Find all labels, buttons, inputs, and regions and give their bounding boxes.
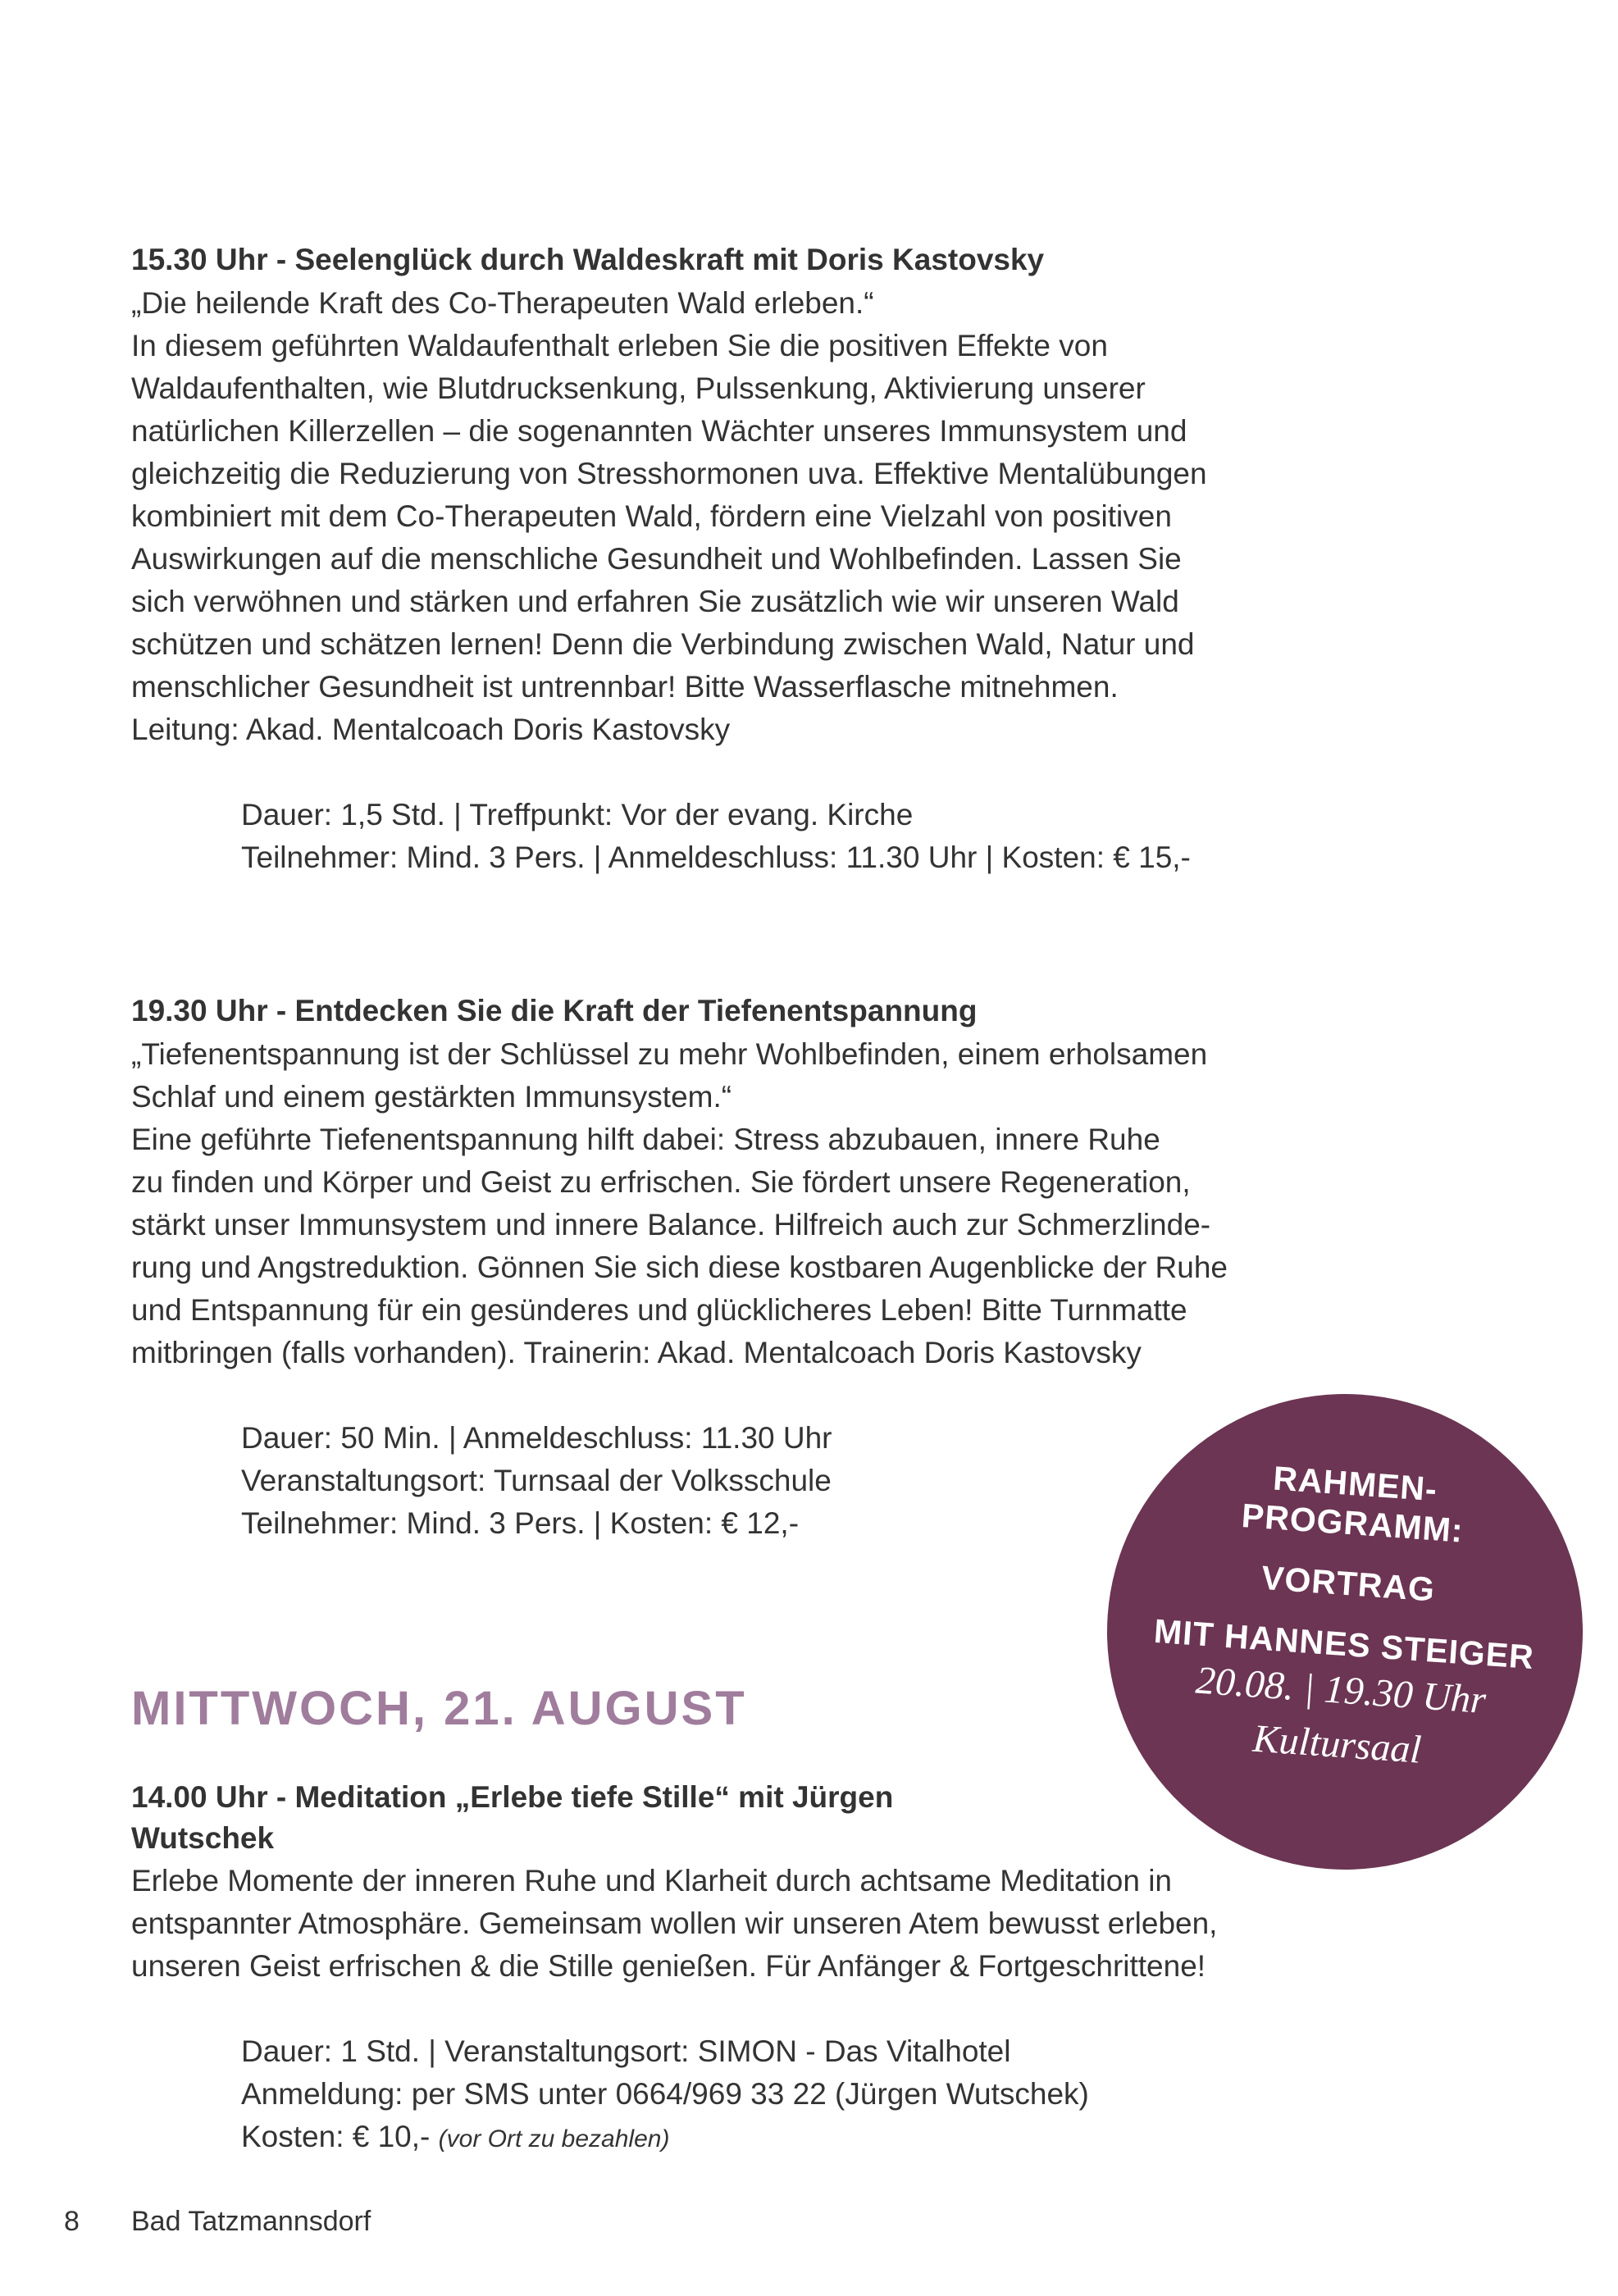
cost-label: Kosten: € 10,- [241,2120,431,2153]
event-meditation [131,1778,1411,2161]
page-number: 8 [64,2206,80,2237]
event-text-line: natürlichen Killerzellen – die sogenannten Wächter unseres Immunsystem und [131,414,1187,448]
event-text-line: Auswirkungen auf die menschliche Gesundheit und Wohlbefinden. Lassen Sie [131,542,1182,576]
event-title-line: 14.00 Uhr - Meditation „Erlebe tiefe Stille“ mit Jürgen [131,1780,894,1814]
event-title-line: Wutschek [131,1821,275,1855]
detail-line: Veranstaltungsort: Turnsaal der Volksschule [241,1464,832,1497]
footer-place: Bad Tatzmannsdorf [131,2206,371,2237]
event-title: 15.30 Uhr - Seelenglück durch Waldeskraft mit Doris Kastovsky [131,243,1045,276]
event-text-line: zu finden und Körper und Geist zu erfrischen. Sie fördert unsere Regeneration, [131,1165,1191,1199]
event-details [131,2030,1411,2161]
event-text-line: entspannter Atmosphäre. Gemeinsam wollen wir unseren Atem bewusst erleben, [131,1906,1218,1940]
event-title: 19.30 Uhr - Entdecken Sie die Kraft der Tiefenentspannung [131,994,978,1027]
event-text-line: Leitung: Akad. Mentalcoach Doris Kastovsky [131,713,731,746]
day-heading: MITTWOCH, 21. AUGUST [131,1682,747,1735]
detail-line: Teilnehmer: Mind. 3 Pers. | Kosten: € 12,- [241,1506,800,1540]
badge-venue: Kultursaal [1251,1716,1423,1772]
badge-line: MIT HANNES STEIGER [1152,1611,1536,1677]
event-quote-line: „Tiefenentspannung ist der Schlüssel zu mehr Wohlbefinden, einem erholsamen [131,1037,1208,1071]
event-text-line: stärkt unser Immunsystem und innere Balance. Hilfreich auch zur Schmerzlinde- [131,1208,1211,1241]
badge-line: PROGRAMM: [1240,1496,1465,1550]
detail-line: Anmeldung: per SMS unter 0664/969 33 22 (Jürgen Wutschek) [241,2077,1089,2111]
cost-note: (vor Ort zu bezahlen) [438,2125,670,2152]
detail-line: Dauer: 50 Min. | Anmeldeschluss: 11.30 Uhr [241,1421,832,1455]
detail-line-cost [241,2116,1411,2161]
event-text-line: Waldaufenthalten, wie Blutdrucksenkung, Pulssenkung, Aktivierung unserer [131,371,1146,405]
detail-line: Dauer: 1,5 Std. | Treffpunkt: Vor der evang. Kirche [241,798,914,831]
event-text-line: kombiniert mit dem Co-Therapeuten Wald, fördern eine Vielzahl von positiven [131,499,1172,533]
event-text-line: In diesem geführten Waldaufenthalt erleben Sie die positiven Effekte von [131,329,1108,362]
event-text-line: und Entspannung für ein gesünderes und glücklicheres Leben! Bitte Turnmatte [131,1293,1187,1327]
event-text-line: mitbringen (falls vorhanden). Trainerin: Akad. Mentalcoach Doris Kastovsky [131,1336,1142,1369]
event-text-line: unseren Geist erfrischen & die Stille genießen. Für Anfänger & Fortgeschrittene! [131,1949,1206,1983]
badge-line: RAHMEN- [1271,1459,1439,1509]
event-text-line: Erlebe Momente der inneren Ruhe und Klarheit durch achtsame Meditation in [131,1864,1173,1897]
event-text-line: menschlicher Gesundheit ist untrennbar! Bitte Wasserflasche mitnehmen. [131,670,1119,704]
detail-line: Teilnehmer: Mind. 3 Pers. | Anmeldeschluss: 11.30 Uhr | Kosten: € 15,- [241,840,1191,874]
badge-date: 20.08. | 19.30 Uhr [1194,1658,1488,1723]
event-text-line: rung und Angstreduktion. Gönnen Sie sich diese kostbaren Augenblicke der Ruhe [131,1250,1228,1284]
event-text-line: sich verwöhnen und stärken und erfahren Sie zusätzlich wie wir unseren Wald [131,585,1179,618]
event-text-line: Eine geführte Tiefenentspannung hilft dabei: Stress abzubauen, innere Ruhe [131,1123,1160,1156]
detail-line: Dauer: 1 Std. | Veranstaltungsort: SIMON - Das Vitalhotel [241,2034,1011,2068]
event-text-line: gleichzeitig die Reduzierung von Stresshormonen uva. Effektive Mentalübungen [131,457,1207,490]
event-quote: „Die heilende Kraft des Co-Therapeuten Wald erleben.“ [131,286,874,320]
event-text-line: schützen und schätzen lernen! Denn die Verbindung zwischen Wald, Natur und [131,627,1195,661]
event-quote-line: Schlaf und einem gestärkten Immunsystem.“ [131,1080,732,1114]
event-details [131,794,1411,879]
event-seelenglueck [131,239,1411,879]
badge-line: VORTRAG [1260,1558,1437,1609]
